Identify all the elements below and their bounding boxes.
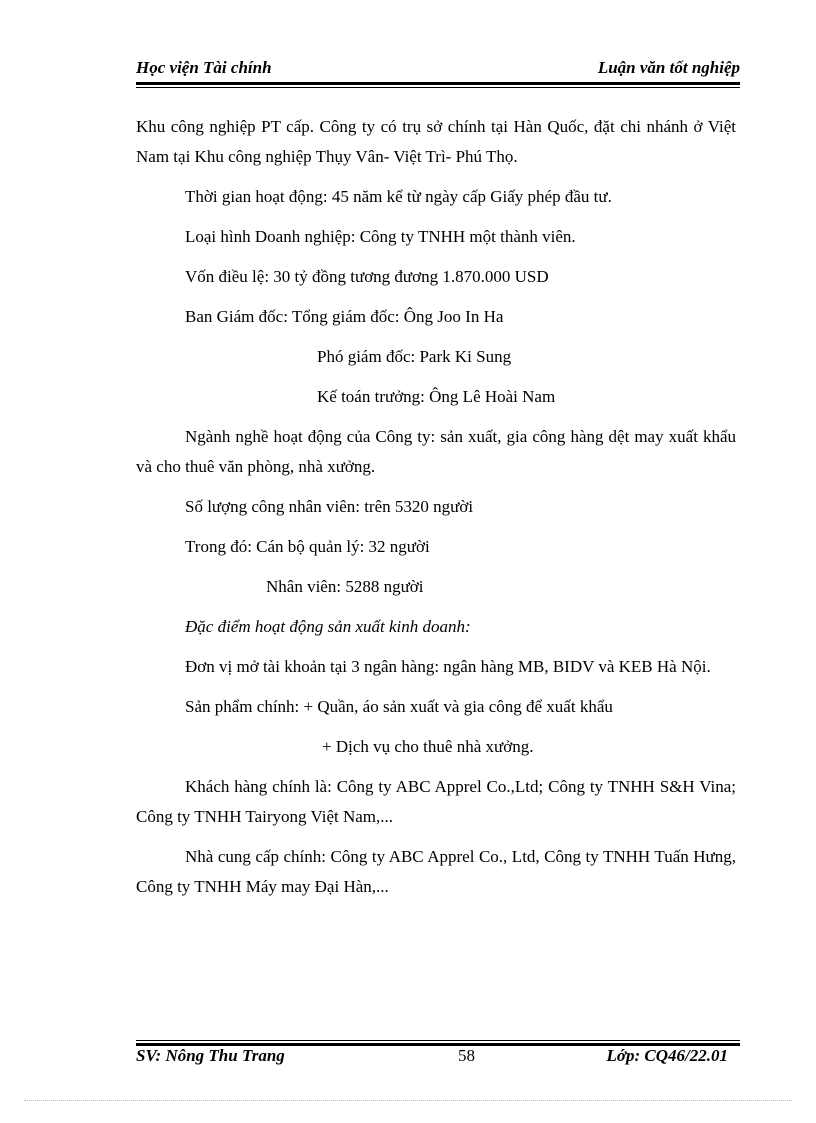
page-header <box>136 58 740 80</box>
footer-student-name: SV: Nông Thu Trang <box>136 1046 285 1065</box>
paragraph-employee-count: Số lượng công nhân viên: trên 5320 người <box>185 497 474 516</box>
paragraph-business-lines: Ngành nghề hoạt động của Công ty: sản xuất, gia công hàng dệt may xuất khẩu và cho thuê văn phòng, nhà xưởng. <box>136 427 736 476</box>
paragraph-business-type: Loại hình Doanh nghiệp: Công ty TNHH một thành viên. <box>185 227 576 246</box>
paragraph-operating-time: Thời gian hoạt động: 45 năm kể từ ngày cấp Giấy phép đầu tư. <box>185 187 612 206</box>
paragraph-staff: Nhân viên: 5288 người <box>266 577 424 596</box>
page-bottom-edge <box>24 1100 792 1101</box>
header-institution: Học viện Tài chính <box>136 58 272 77</box>
page-footer <box>136 1046 740 1068</box>
document-body <box>136 112 736 912</box>
paragraph-main-suppliers: Nhà cung cấp chính: Công ty ABC Apprel Co., Ltd, Công ty TNHH Tuấn Hưng, Công ty TNHH Máy may Đại Hàn,... <box>136 847 736 896</box>
paragraph-board-director: Ban Giám đốc: Tổng giám đốc: Ông Joo In Ha <box>185 307 504 326</box>
paragraph-deputy-director: Phó giám đốc: Park Ki Sung <box>317 347 512 366</box>
paragraph-charter-capital: Vốn điều lệ: 30 tỷ đồng tương đương 1.870.000 USD <box>185 267 549 286</box>
header-document-type: Luận văn tốt nghiệp <box>597 58 740 77</box>
footer-page-number: 58 <box>458 1046 475 1065</box>
paragraph-banks: Đơn vị mở tài khoản tại 3 ngân hàng: ngân hàng MB, BIDV và KEB Hà Nội. <box>185 657 711 676</box>
footer-class-code: Lớp: CQ46/22.01 <box>606 1046 728 1065</box>
paragraph-chief-accountant: Kế toán trưởng: Ông Lê Hoài Nam <box>317 387 556 406</box>
paragraph-main-customers: Khách hàng chính là: Công ty ABC Apprel Co.,Ltd; Công ty TNHH S&H Vina; Công ty TNHH Tairyong Việt Nam,... <box>136 777 736 826</box>
header-divider <box>136 82 740 88</box>
paragraph-main-products: Sản phẩm chính: + Quần, áo sản xuất và gia công để xuất khẩu <box>185 697 613 716</box>
section-heading-business-characteristics: Đặc điểm hoạt động sản xuất kinh doanh: <box>185 617 471 636</box>
paragraph-location: Khu công nghiệp PT cấp. Công ty có trụ sở chính tại Hàn Quốc, đặt chi nhánh ở Việt Nam tại Khu công nghiệp Thụy Vân- Việt Trì- Phú Thọ. <box>136 117 736 166</box>
paragraph-managers: Trong đó: Cán bộ quản lý: 32 người <box>185 537 430 556</box>
paragraph-rental-service: + Dịch vụ cho thuê nhà xưởng. <box>322 737 534 756</box>
